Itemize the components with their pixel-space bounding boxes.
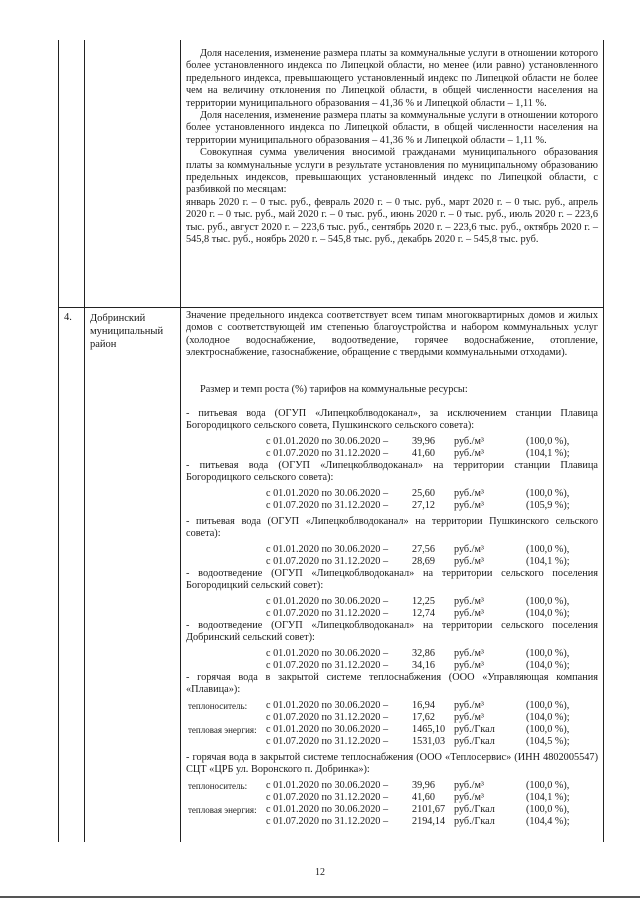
tariff-period: с 01.01.2020 по 30.06.2020 – — [266, 724, 389, 735]
tariff-rate: (105,9 %); — [526, 500, 570, 511]
tariff-value: 41,60 — [412, 448, 435, 459]
tariff-unit: руб./м³ — [454, 544, 484, 555]
tariff-period: с 01.07.2020 по 31.12.2020 – — [266, 448, 389, 459]
tariff-rate: (100,0 %), — [526, 724, 570, 735]
tariff-unit: руб./м³ — [454, 500, 484, 511]
tariff-period: с 01.01.2020 по 30.06.2020 – — [266, 804, 389, 815]
tariff-label: тепловая энергия: — [188, 725, 257, 735]
tariff-value: 2194,14 — [412, 816, 446, 827]
tariff-unit: руб./м³ — [454, 488, 484, 499]
tariff-period: с 01.07.2020 по 31.12.2020 – — [266, 500, 389, 511]
tariff-unit: руб./м³ — [454, 436, 484, 447]
tariff-value: 32,86 — [412, 648, 435, 659]
table-border-right — [603, 40, 604, 842]
tariff-period: с 01.07.2020 по 31.12.2020 – — [266, 660, 389, 671]
tariff-unit: руб./Гкал — [454, 804, 495, 815]
tariffs-heading: Размер и темп роста (%) тарифов на коммунальные ресурсы: — [200, 384, 468, 395]
tariff-value: 39,96 — [412, 780, 435, 791]
tariff-value: 34,16 — [412, 660, 435, 671]
table-border-col2 — [180, 40, 181, 842]
table-row-divider — [58, 307, 604, 308]
district-name: Добринский муниципальный район — [90, 313, 164, 350]
section-6: - горячая вода в закрытой системе теплоснабжения (ООО «Управляющая компания «Плавица»): — [186, 672, 598, 696]
tariff-rate: (104,1 %); — [526, 792, 570, 803]
tariff-unit: руб./м³ — [454, 660, 484, 671]
tariff-value: 27,12 — [412, 500, 435, 511]
tariff-period: с 01.07.2020 по 31.12.2020 – — [266, 608, 389, 619]
tariff-period: с 01.07.2020 по 31.12.2020 – — [266, 736, 389, 747]
tariff-value: 1531,03 — [412, 736, 446, 747]
tariff-unit: руб./Гкал — [454, 736, 495, 747]
tariff-unit: руб./м³ — [454, 556, 484, 567]
section-3: - питьевая вода (ОГУП «Липецкоблводоканал» на территории Пушкинского сельского совета): — [186, 516, 598, 540]
tariff-value: 25,60 — [412, 488, 435, 499]
table-border-left — [58, 40, 59, 842]
tariff-value: 27,56 — [412, 544, 435, 555]
tariff-period: с 01.01.2020 по 30.06.2020 – — [266, 436, 389, 447]
tariff-period: с 01.01.2020 по 30.06.2020 – — [266, 488, 389, 499]
tariff-rate: (100,0 %), — [526, 544, 570, 555]
tariff-unit: руб./м³ — [454, 608, 484, 619]
page-number: 12 — [315, 867, 325, 878]
paragraph-share-2: Доля населения, изменение размера платы за коммунальные услуги в отношении которого более установленного индекса по Липецкой области, в общей численности населения на территории муниципального образования – 41,36 % и Липецкой области – 1,11 %. — [186, 110, 598, 146]
scan-edge-line — [0, 896, 640, 898]
tariff-unit: руб./м³ — [454, 596, 484, 607]
tariff-unit: руб./м³ — [454, 700, 484, 711]
tariff-label: теплоноситель: — [188, 701, 248, 711]
section-1: - питьевая вода (ОГУП «Липецкоблводоканал», за исключением станции Плавица Богородицкого сельского совета, Пушкинского сельского совета): — [186, 408, 598, 432]
tariff-period: с 01.01.2020 по 30.06.2020 – — [266, 700, 389, 711]
tariff-value: 2101,67 — [412, 804, 446, 815]
tariff-value: 17,62 — [412, 712, 435, 723]
section-7: - горячая вода в закрытой системе теплоснабжения (ООО «Теплосервис» (ИНН 4802005547) СЦТ «ЦРБ ул. Воронского п. Добринка»): — [186, 752, 598, 776]
tariff-value: 28,69 — [412, 556, 435, 567]
paragraph-total: Совокупная сумма увеличения вносимой гражданами муниципального образования платы за коммунальные услуги в результате установления по муниципальному образованию предельных индексов, превышающих установленный индекс по Липецкой области, с разбивкой по месяцам: — [186, 147, 598, 196]
paragraph-monthly: январь 2020 г. – 0 тыс. руб., февраль 2020 г. – 0 тыс. руб., март 2020 г. – 0 тыс. руб., апрель 2020 г. – 0 тыс. руб., май 2020 г. – 0 тыс. руб., июнь 2020 г. – 0 тыс. руб., июль 2020 г. – 223,6 тыс. руб., август 2020 г. – 223,6 тыс. руб., сентябрь 2020 г. – 223,6 тыс. руб., октябрь 2020 г. – 545,8 тыс. руб., ноябрь 2020 г. – 545,8 тыс. руб., декабрь 2020 г. – 545,8 тыс. руб. — [186, 196, 598, 246]
tariff-rate: (100,0 %), — [526, 780, 570, 791]
tariff-rate: (100,0 %), — [526, 648, 570, 659]
tariff-unit: руб./м³ — [454, 780, 484, 791]
tariff-rate: (104,0 %); — [526, 608, 570, 619]
row4-intro — [186, 310, 598, 360]
tariff-period: с 01.01.2020 по 30.06.2020 – — [266, 648, 389, 659]
table-border-col1 — [84, 40, 85, 842]
tariff-value: 39,96 — [412, 436, 435, 447]
tariff-period: с 01.07.2020 по 31.12.2020 – — [266, 712, 389, 723]
tariff-unit: руб./м³ — [454, 448, 484, 459]
tariff-value: 12,25 — [412, 596, 435, 607]
tariff-unit: руб./м³ — [454, 792, 484, 803]
tariff-value: 16,94 — [412, 700, 435, 711]
tariff-rate: (104,1 %); — [526, 556, 570, 567]
tariff-unit: руб./м³ — [454, 712, 484, 723]
intro-text: Значение предельного индекса соответствует всем типам многоквартирных домов и жилых домов с соответствующей им степенью благоустройства и набором коммунальных услуг (холодное водоснабжение, водоотведение, горячее водоснабжение, отопление, электроснабжение, газоснабжение, обращение с твердыми коммунальными отходами). — [186, 310, 598, 359]
tariff-period: с 01.07.2020 по 31.12.2020 – — [266, 816, 389, 827]
tariff-period: с 01.07.2020 по 31.12.2020 – — [266, 556, 389, 567]
tariff-period: с 01.01.2020 по 30.06.2020 – — [266, 780, 389, 791]
top-text-block — [186, 48, 598, 247]
tariff-value: 1465,10 — [412, 724, 446, 735]
section-2: - питьевая вода (ОГУП «Липецкоблводоканал» на территории станции Плавица Богородицкого сельского совета): — [186, 460, 598, 484]
tariff-period: с 01.01.2020 по 30.06.2020 – — [266, 596, 389, 607]
tariff-rate: (100,0 %), — [526, 804, 570, 815]
tariff-unit: руб./м³ — [454, 648, 484, 659]
tariff-rate: (104,5 %); — [526, 736, 570, 747]
tariff-rate: (104,4 %); — [526, 816, 570, 827]
tariff-value: 12,74 — [412, 608, 435, 619]
tariff-label: тепловая энергия: — [188, 805, 257, 815]
tariff-period: с 01.01.2020 по 30.06.2020 – — [266, 544, 389, 555]
tariff-rate: (100,0 %), — [526, 488, 570, 499]
section-5: - водоотведение (ОГУП «Липецкоблводоканал» на территории сельского поселения Добринский сельский совет): — [186, 620, 598, 644]
tariff-rate: (104,0 %); — [526, 660, 570, 671]
tariff-unit: руб./Гкал — [454, 724, 495, 735]
tariff-rate: (104,0 %); — [526, 712, 570, 723]
tariffs-heading-block — [186, 384, 598, 396]
section-4: - водоотведение (ОГУП «Липецкоблводоканал» на территории сельского поселения Богородицкий сельский совет): — [186, 568, 598, 592]
paragraph-share-1: Доля населения, изменение размера платы за коммунальные услуги в отношении которого более установленного индекса по Липецкой области, но менее (или равно) установленного предельного индекса, превышающего установленный индекс по Липецкой области не более чем на величину отклонения по Липецкой области, в общей численности населения на территории муниципального образования – 41,36 % и Липецкой области – 1,11 %. — [186, 48, 598, 109]
tariff-rate: (100,0 %), — [526, 436, 570, 447]
tariff-rate: (100,0 %), — [526, 700, 570, 711]
tariff-rate: (104,1 %); — [526, 448, 570, 459]
tariff-value: 41,60 — [412, 792, 435, 803]
tariff-period: с 01.07.2020 по 31.12.2020 – — [266, 792, 389, 803]
row-number: 4. — [64, 312, 72, 323]
tariff-unit: руб./Гкал — [454, 816, 495, 827]
tariff-rate: (100,0 %), — [526, 596, 570, 607]
tariff-label: теплоноситель: — [188, 781, 248, 791]
